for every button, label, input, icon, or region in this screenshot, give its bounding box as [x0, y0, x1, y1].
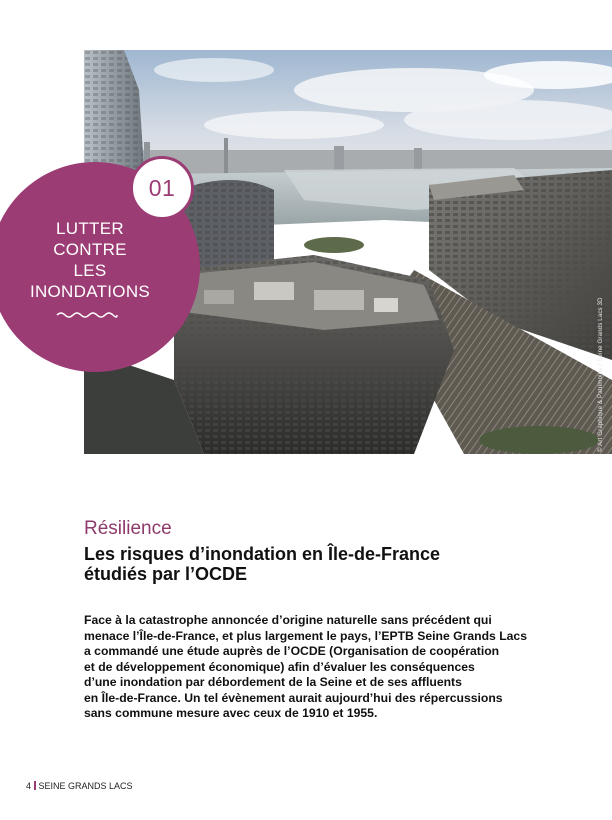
- intro-line: d’une inondation par débordement de la Seine et de ses affluents: [84, 675, 462, 689]
- publication-name: SEINE GRANDS LACS: [38, 781, 133, 791]
- intro-line: Face à la catastrophe annoncée d’origine naturelle sans précédent qui: [84, 613, 492, 627]
- headline-line: étudiés par l’OCDE: [84, 564, 248, 584]
- section-title-line: CONTRE: [53, 240, 127, 259]
- section-title-line: INONDATIONS: [29, 282, 151, 301]
- footer-separator: [34, 781, 36, 790]
- photo-credit: © Art Graphique & Patrimoine / Seine Grands Lacs 3D: [598, 297, 604, 452]
- section-title-line: LUTTER: [56, 219, 124, 238]
- intro-line: a commandé une étude auprès de l’OCDE (Organisation de coopération: [84, 644, 500, 658]
- intro-line: et de développement économique) afin d’évaluer les conséquences: [84, 659, 475, 674]
- wave-ornament-icon: [55, 310, 119, 320]
- page-footer: [26, 781, 133, 791]
- intro-line: sans commune mesure avec ceux de 1910 et 1955.: [84, 706, 378, 720]
- headline-line: Les risques d’inondation en Île-de-France: [84, 544, 441, 564]
- section-title: [6, 218, 174, 302]
- article-intro: [84, 613, 574, 722]
- section-number: 01: [130, 156, 194, 220]
- intro-line: en Île-de-France. Un tel évènement aurait aujourd’hui des répercussions: [84, 690, 503, 705]
- page-number: 4: [26, 781, 32, 791]
- article-kicker: Résilience: [84, 518, 172, 539]
- section-title-line: LES: [73, 261, 107, 280]
- intro-line: menace l’Île-de-France, et plus largement le pays, l’EPTB Seine Grands Lacs: [84, 628, 527, 643]
- article-headline: [84, 544, 584, 584]
